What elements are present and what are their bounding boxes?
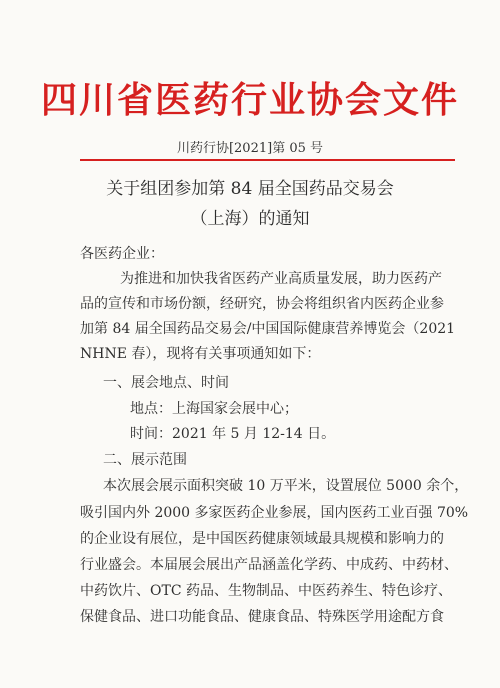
paragraph-line: NHNE 春），现将有关事项通知如下： bbox=[80, 346, 321, 362]
paragraph-line: 品的宣传和市场份额，经研究，协会将组织省内医药企业参 bbox=[80, 296, 444, 312]
paragraph-line: 本次展会展示面积突破 10 万平米，设置展位 5000 余个， bbox=[103, 478, 469, 494]
section-heading-venue-time: 一、展会地点、时间 bbox=[103, 375, 229, 391]
org-header-title: 四川省医药行业协会文件 bbox=[40, 79, 459, 121]
document-number: 川药行协[2021]第 05 号 bbox=[176, 141, 324, 156]
venue-location: 地点：上海国家会展中心； bbox=[130, 401, 298, 417]
paragraph-line: 保健食品、进口功能食品、健康食品、特殊医学用途配方食 bbox=[80, 609, 444, 625]
header-divider bbox=[80, 159, 455, 161]
paragraph-line: 行业盛会。本届展会展出产品涵盖化学药、中成药、中药材、 bbox=[80, 557, 458, 573]
paragraph-line: 中药饮片、OTC 药品、生物制品、中医药养生、特色诊疗、 bbox=[80, 583, 452, 599]
paragraph-line: 加第 84 届全国药品交易会/中国国际健康营养博览会（2021 bbox=[80, 321, 456, 337]
section-heading-scope: 二、展示范围 bbox=[103, 452, 187, 468]
paragraph-line: 为推进和加快我省医药产业高质量发展，助力医药产 bbox=[120, 271, 442, 287]
salutation: 各医药企业： bbox=[80, 246, 164, 262]
paragraph-line: 吸引国内外 2000 多家医药企业参展，国内医药工业百强 70% bbox=[80, 505, 469, 521]
notice-title-line-1: 关于组团参加第 84 届全国药品交易会 bbox=[106, 179, 394, 199]
notice-title-line-2: （上海）的通知 bbox=[190, 209, 310, 229]
event-time: 时间：2021 年 5 月 12-14 日。 bbox=[130, 426, 336, 442]
paragraph-line: 的企业设有展位，是中国医药健康领域最具规模和影响力的 bbox=[80, 531, 444, 547]
